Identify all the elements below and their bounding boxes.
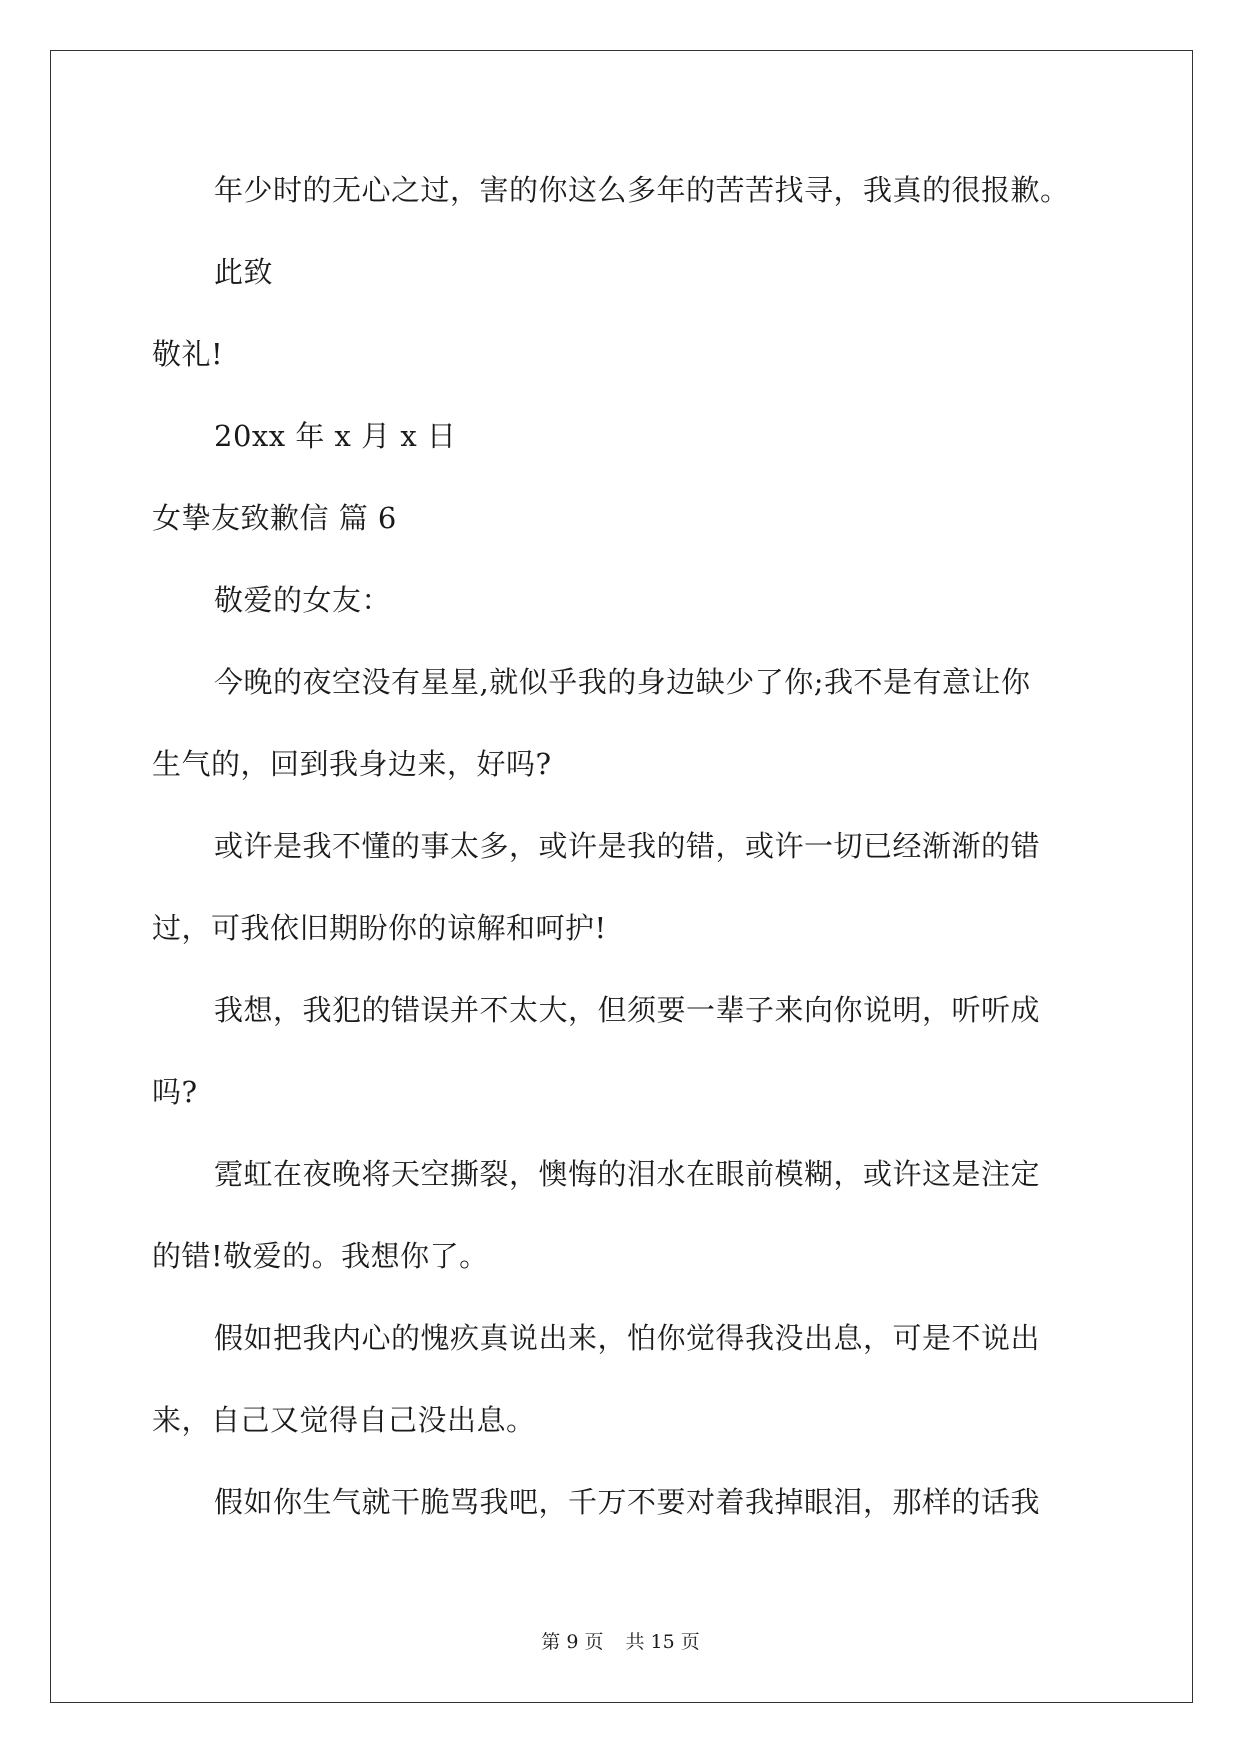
paragraph-line: 年少时的无心之过，害的你这么多年的苦苦找寻，我真的很报歉。 [214,173,1070,207]
paragraph-line: 的错!敬爱的。我想你了。 [152,1239,489,1273]
letter-greeting: 敬爱的女友： [214,583,392,617]
paragraph-line: 吗? [152,1075,198,1109]
paragraph-line: 假如你生气就干脆骂我吧，千万不要对着我掉眼泪，那样的话我 [214,1485,1041,1519]
letter-date: 20xx 年 x 月 x 日 [214,419,457,453]
paragraph-line: 假如把我内心的愧疚真说出来，怕你觉得我没出息，可是不说出 [214,1321,1041,1355]
closing-salutation: 此致 [214,255,274,289]
paragraph-line: 生气的，回到我身边来，好吗? [152,747,552,781]
paragraph-line: 我想，我犯的错误并不太大，但须要一辈子来向你说明，听听成 [214,993,1041,1027]
section-heading: 女挚友致歉信 篇 6 [152,501,397,535]
paragraph-line: 今晚的夜空没有星星,就似乎我的身边缺少了你;我不是有意让你 [214,665,1031,699]
page-total: 共 15 页 [625,1631,700,1653]
page-footer [0,1630,1241,1654]
page-border [50,50,1193,1703]
paragraph-line: 来，自己又觉得自己没出息。 [152,1403,536,1437]
closing-regards: 敬礼! [152,337,224,371]
page-number: 第 9 页 [541,1631,604,1653]
paragraph-line: 或许是我不懂的事太多，或许是我的错，或许一切已经渐渐的错 [214,829,1041,863]
paragraph-line: 过，可我依旧期盼你的谅解和呵护! [152,911,607,945]
paragraph-line: 霓虹在夜晚将天空撕裂，懊悔的泪水在眼前模糊，或许这是注定 [214,1157,1041,1191]
